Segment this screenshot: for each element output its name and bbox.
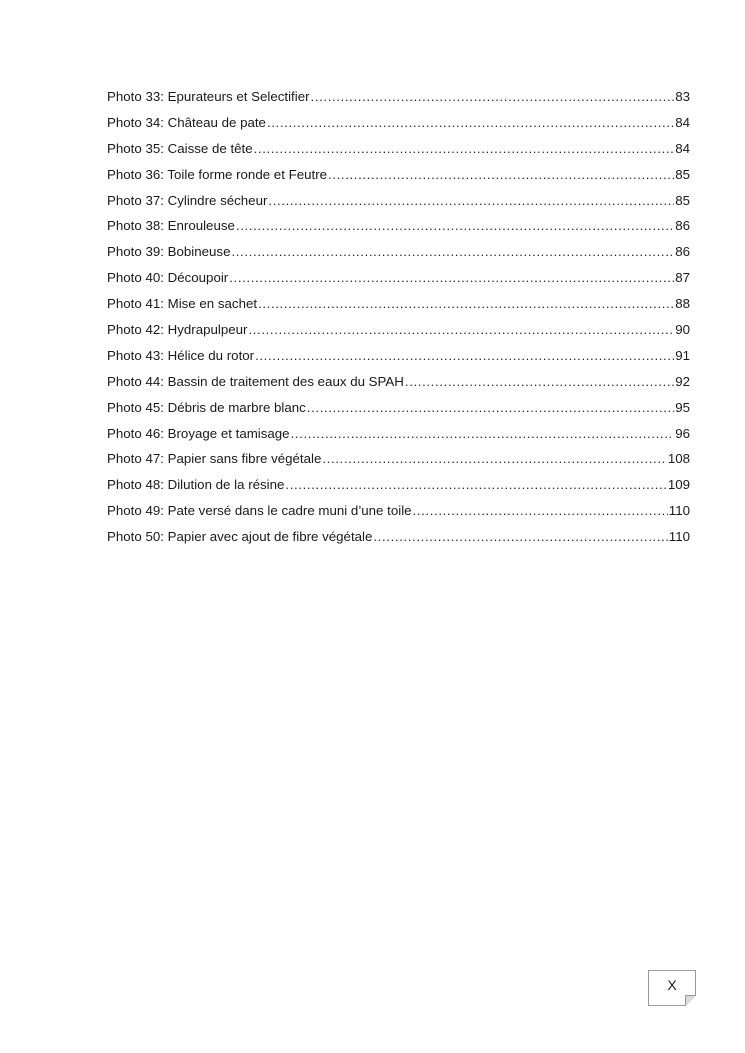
toc-entry [107, 114, 690, 140]
toc-entry-label: Photo 37: Cylindre sécheur [107, 192, 268, 208]
toc-entry-page: 84 [675, 140, 690, 156]
toc-leader-dots [373, 528, 667, 546]
toc-entry-label: Photo 35: Caisse de tête [107, 140, 253, 156]
toc-entry-page: 86 [675, 244, 690, 260]
toc-entry-page: 96 [675, 425, 690, 441]
toc-entry-label: Photo 41: Mise en sachet [107, 296, 258, 312]
toc-entry [107, 217, 690, 243]
toc-leader-dots [322, 450, 666, 468]
toc-entry-page: 90 [675, 322, 690, 338]
toc-entry-page: 95 [675, 399, 690, 415]
toc-leader-dots [267, 114, 674, 132]
toc-entry-page: 87 [675, 270, 690, 286]
toc-entry-label: Photo 46: Broyage et tamisage [107, 425, 290, 441]
toc-leader-dots [229, 269, 674, 287]
toc-entry-label: Photo 44: Bassin de traitement des eaux du SPAH [107, 373, 404, 389]
toc-leader-dots [231, 243, 674, 261]
toc-leader-dots [413, 502, 668, 520]
toc-entry-label: Photo 36: Toile forme ronde et Feutre [107, 166, 328, 182]
toc-entry-label: Photo 33: Epurateurs et Selectifier [107, 89, 310, 104]
toc-leader-dots [291, 425, 675, 443]
toc-entry [107, 88, 690, 114]
toc-entry [107, 399, 690, 425]
toc-leader-dots [248, 321, 674, 339]
toc-entry [107, 140, 690, 166]
toc-entry-label: Photo 45: Débris de marbre blanc [107, 399, 306, 415]
toc-entry-label: Photo 38: Enrouleuse [107, 218, 235, 234]
toc-entry [107, 425, 690, 451]
toc-entry-label: Photo 43: Hélice du rotor [107, 347, 255, 363]
toc-leader-dots [254, 140, 675, 158]
toc-entry [107, 450, 690, 476]
toc-entry-label: Photo 40: Découpoir [107, 270, 229, 286]
toc-leader-dots [307, 399, 674, 417]
toc-leader-dots [258, 295, 674, 313]
toc-entry [107, 243, 690, 269]
toc-leader-dots [285, 476, 666, 494]
toc-entry-label: Photo 48: Dilution de la résine [107, 477, 285, 493]
toc-entry [107, 476, 690, 502]
toc-entry-label: Photo 34: Château de pate [107, 114, 266, 130]
toc-leader-dots [268, 192, 674, 210]
toc-entry-page: 91 [675, 347, 690, 363]
toc-entry [107, 166, 690, 192]
toc-leader-dots [311, 88, 675, 106]
toc-entry [107, 192, 690, 218]
page-number: X [667, 977, 677, 993]
toc-entry-page: 86 [675, 218, 690, 234]
toc-entry [107, 528, 690, 554]
toc-entry-page: 88 [675, 296, 690, 312]
toc-entry [107, 373, 690, 399]
toc-entry-label: Photo 49: Pate versé dans le cadre muni d’une toile [107, 503, 412, 519]
toc-entry-page: 85 [675, 192, 690, 208]
toc-entry-page: 110 [668, 503, 690, 519]
toc-entry [107, 502, 690, 528]
toc-entry-page: 84 [675, 114, 690, 130]
toc-entry-page: 110 [668, 529, 690, 545]
toc-entry [107, 321, 690, 347]
toc-leader-dots [405, 373, 674, 391]
toc-entry [107, 269, 690, 295]
toc-entry [107, 295, 690, 321]
toc-entry-label: Photo 47: Papier sans fibre végétale [107, 451, 322, 467]
toc-entry-label: Photo 39: Bobineuse [107, 244, 231, 260]
toc-entry [107, 347, 690, 373]
toc-entry-page: 109 [667, 477, 690, 493]
toc-entry-page: 85 [675, 166, 690, 182]
toc-leader-dots [255, 347, 674, 365]
toc-entry-page: 92 [675, 373, 690, 389]
toc-entry-label: Photo 50: Papier avec ajout de fibre végétale [107, 529, 373, 545]
table-of-photos [107, 88, 690, 554]
toc-entry-label: Photo 42: Hydrapulpeur [107, 322, 248, 338]
toc-entry-page: 83 [675, 89, 690, 104]
page-number-box [648, 970, 696, 1006]
toc-entry-page: 108 [667, 451, 690, 467]
toc-leader-dots [236, 217, 674, 235]
toc-leader-dots [328, 166, 674, 184]
